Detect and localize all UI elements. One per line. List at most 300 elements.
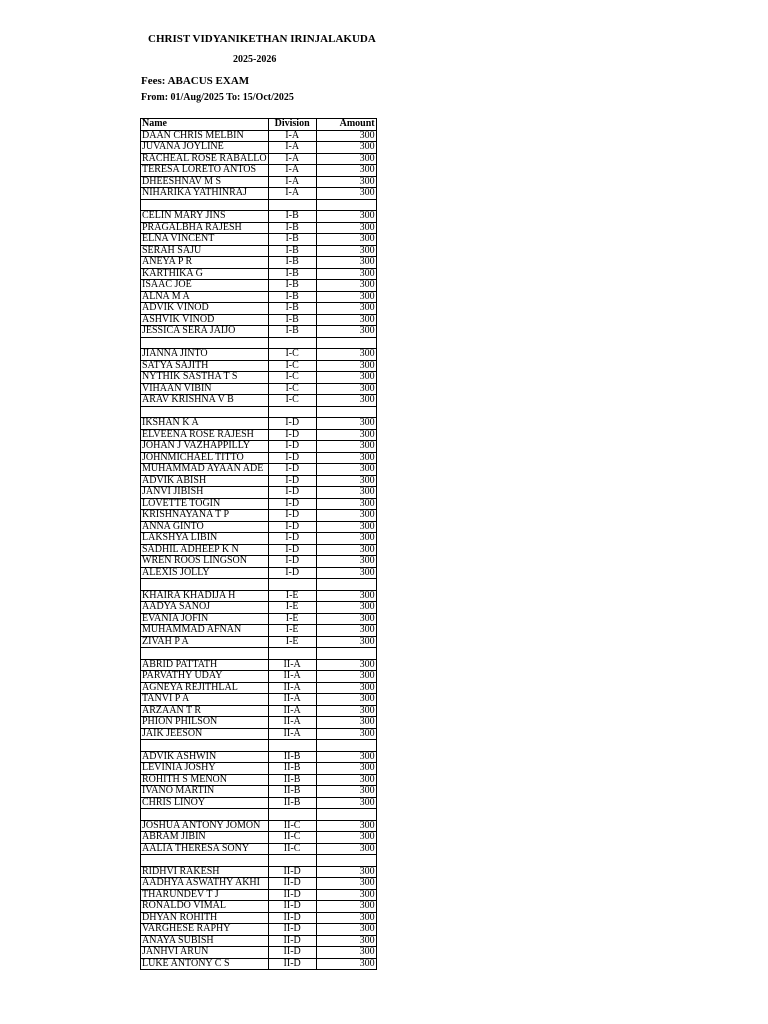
cell-division: II-A	[268, 682, 316, 694]
cell-division: I-E	[268, 625, 316, 637]
cell-amount: 300	[316, 625, 376, 637]
table-row	[141, 958, 377, 970]
column-header-amount: Amount	[316, 119, 376, 131]
cell-amount: 300	[316, 544, 376, 556]
cell-name: RONALDO VIMAL	[141, 901, 269, 913]
table-spacer-row	[141, 579, 377, 591]
table-row	[141, 786, 377, 798]
table-row	[141, 625, 377, 637]
cell-name: ANEYA P R	[141, 257, 269, 269]
cell-name: PARVATHY UDAY	[141, 671, 269, 683]
cell-amount: 300	[316, 924, 376, 936]
table-row	[141, 843, 377, 855]
cell-division: I-D	[268, 418, 316, 430]
cell-amount: 300	[316, 245, 376, 257]
cell-division: I-E	[268, 590, 316, 602]
cell-division: I-D	[268, 498, 316, 510]
table-row	[141, 464, 377, 476]
cell-division: II-C	[268, 820, 316, 832]
cell-amount: 300	[316, 257, 376, 269]
cell-amount: 300	[316, 935, 376, 947]
cell-name: AGNEYA REJITHLAL	[141, 682, 269, 694]
cell-division: I-B	[268, 245, 316, 257]
cell-amount: 300	[316, 947, 376, 959]
cell-division: II-D	[268, 924, 316, 936]
cell-division: I-B	[268, 303, 316, 315]
cell-name: ALNA M A	[141, 291, 269, 303]
school-name: CHRIST VIDYANIKETHAN IRINJALAKUDA	[148, 33, 376, 45]
table-row	[141, 452, 377, 464]
cell-division: II-A	[268, 659, 316, 671]
cell-name: PRAGALBHA RAJESH	[141, 222, 269, 234]
cell-division	[268, 337, 316, 349]
cell-name: LAKSHYA LIBIN	[141, 533, 269, 545]
cell-name: ASHVIK VINOD	[141, 314, 269, 326]
table-row	[141, 556, 377, 568]
table-spacer-row	[141, 809, 377, 821]
cell-amount: 300	[316, 165, 376, 177]
cell-name: JOHNMICHAEL TITTO	[141, 452, 269, 464]
column-header-division: Division	[268, 119, 316, 131]
table-row	[141, 372, 377, 384]
cell-division: I-B	[268, 280, 316, 292]
cell-amount: 300	[316, 383, 376, 395]
cell-name: TANVI P A	[141, 694, 269, 706]
cell-division: II-D	[268, 889, 316, 901]
cell-name: ADVIK VINOD	[141, 303, 269, 315]
cell-name	[141, 855, 269, 867]
cell-amount: 300	[316, 786, 376, 798]
cell-amount: 300	[316, 464, 376, 476]
cell-amount: 300	[316, 452, 376, 464]
cell-name: DAAN CHRIS MELBIN	[141, 130, 269, 142]
cell-amount	[316, 648, 376, 660]
cell-amount	[316, 579, 376, 591]
table-row	[141, 487, 377, 499]
cell-amount: 300	[316, 498, 376, 510]
table-row	[141, 659, 377, 671]
academic-year: 2025-2026	[233, 54, 277, 65]
cell-name: JESSICA SERA JAIJO	[141, 326, 269, 338]
cell-division: I-B	[268, 234, 316, 246]
cell-name: DHEESHNAV M S	[141, 176, 269, 188]
cell-amount: 300	[316, 751, 376, 763]
table-spacer-row	[141, 406, 377, 418]
cell-amount: 300	[316, 130, 376, 142]
table-row	[141, 349, 377, 361]
cell-name: ZIVAH P A	[141, 636, 269, 648]
cell-name: JANVI JIBISH	[141, 487, 269, 499]
table-row	[141, 429, 377, 441]
table-row	[141, 280, 377, 292]
cell-division	[268, 740, 316, 752]
cell-division: II-B	[268, 786, 316, 798]
table-row	[141, 234, 377, 246]
cell-name: JAIK JEESON	[141, 728, 269, 740]
cell-amount: 300	[316, 314, 376, 326]
cell-amount: 300	[316, 176, 376, 188]
table-row	[141, 820, 377, 832]
cell-name: MUHAMMAD AFNAN	[141, 625, 269, 637]
cell-division: I-D	[268, 567, 316, 579]
table-row	[141, 901, 377, 913]
cell-amount: 300	[316, 659, 376, 671]
cell-amount: 300	[316, 211, 376, 223]
cell-division: I-B	[268, 211, 316, 223]
cell-name: JANHVI ARUN	[141, 947, 269, 959]
cell-name: ARAV KRISHNA V B	[141, 395, 269, 407]
table-row	[141, 475, 377, 487]
fees-title: Fees: ABACUS EXAM	[141, 75, 250, 87]
cell-division: II-D	[268, 878, 316, 890]
cell-name: ANAYA SUBISH	[141, 935, 269, 947]
table-row	[141, 889, 377, 901]
cell-name: JOHAN J VAZHAPPILLY	[141, 441, 269, 453]
cell-amount: 300	[316, 843, 376, 855]
cell-division: I-C	[268, 372, 316, 384]
table-row	[141, 418, 377, 430]
table-row	[141, 763, 377, 775]
cell-division: I-D	[268, 544, 316, 556]
cell-division: II-A	[268, 705, 316, 717]
cell-amount: 300	[316, 326, 376, 338]
table-row	[141, 188, 377, 200]
cell-division: I-C	[268, 349, 316, 361]
cell-name: ABRID PATTATH	[141, 659, 269, 671]
cell-division: I-B	[268, 222, 316, 234]
table-row	[141, 947, 377, 959]
cell-amount: 300	[316, 682, 376, 694]
cell-amount: 300	[316, 268, 376, 280]
cell-amount: 300	[316, 613, 376, 625]
cell-division: I-A	[268, 176, 316, 188]
cell-amount: 300	[316, 521, 376, 533]
cell-division: I-D	[268, 556, 316, 568]
cell-name: ADVIK ABISH	[141, 475, 269, 487]
table-row	[141, 291, 377, 303]
cell-division: II-A	[268, 694, 316, 706]
cell-amount: 300	[316, 533, 376, 545]
cell-name: JUVANA JOYLINE	[141, 142, 269, 154]
cell-name: PHION PHILSON	[141, 717, 269, 729]
table-row	[141, 498, 377, 510]
cell-division: II-B	[268, 774, 316, 786]
table-row	[141, 935, 377, 947]
cell-division: II-D	[268, 866, 316, 878]
table-row	[141, 682, 377, 694]
cell-division: I-B	[268, 314, 316, 326]
cell-amount: 300	[316, 889, 376, 901]
cell-name: SATYA SAJITH	[141, 360, 269, 372]
cell-division: I-D	[268, 429, 316, 441]
cell-amount: 300	[316, 728, 376, 740]
cell-name: KRISHNAYANA T P	[141, 510, 269, 522]
table-row	[141, 303, 377, 315]
table-row	[141, 671, 377, 683]
cell-name: KHAIRA KHADIJA H	[141, 590, 269, 602]
cell-name	[141, 648, 269, 660]
cell-division	[268, 406, 316, 418]
cell-division: I-C	[268, 360, 316, 372]
table-row	[141, 130, 377, 142]
table-row	[141, 602, 377, 614]
cell-name	[141, 740, 269, 752]
table-row	[141, 866, 377, 878]
cell-amount: 300	[316, 958, 376, 970]
cell-division: II-D	[268, 901, 316, 913]
table-row	[141, 912, 377, 924]
cell-name: NIHARIKA YATHINRAJ	[141, 188, 269, 200]
table-row	[141, 774, 377, 786]
cell-division: I-B	[268, 291, 316, 303]
cell-division: II-B	[268, 751, 316, 763]
cell-amount: 300	[316, 429, 376, 441]
table-row	[141, 832, 377, 844]
cell-name: AADHYA ASWATHY AKHI	[141, 878, 269, 890]
date-range: From: 01/Aug/2025 To: 15/Oct/2025	[141, 92, 294, 103]
cell-name	[141, 809, 269, 821]
cell-division: I-D	[268, 521, 316, 533]
cell-name: JOSHUA ANTONY JOMON	[141, 820, 269, 832]
cell-amount: 300	[316, 395, 376, 407]
cell-division: I-B	[268, 268, 316, 280]
cell-amount: 300	[316, 912, 376, 924]
cell-division: I-D	[268, 441, 316, 453]
cell-division: II-A	[268, 717, 316, 729]
cell-division: I-A	[268, 188, 316, 200]
table-row	[141, 257, 377, 269]
cell-name: ELNA VINCENT	[141, 234, 269, 246]
table-row	[141, 636, 377, 648]
table-row	[141, 314, 377, 326]
table-row	[141, 245, 377, 257]
cell-name: ROHITH S MENON	[141, 774, 269, 786]
table-spacer-row	[141, 855, 377, 867]
cell-amount	[316, 337, 376, 349]
table-row	[141, 705, 377, 717]
cell-amount	[316, 406, 376, 418]
cell-name	[141, 406, 269, 418]
cell-amount: 300	[316, 671, 376, 683]
cell-division: I-C	[268, 383, 316, 395]
cell-amount: 300	[316, 222, 376, 234]
cell-amount: 300	[316, 556, 376, 568]
table-row	[141, 878, 377, 890]
cell-name: MUHAMMAD AYAAN ADE	[141, 464, 269, 476]
table-row	[141, 533, 377, 545]
table-row	[141, 751, 377, 763]
table-row	[141, 510, 377, 522]
table-row	[141, 613, 377, 625]
table-row	[141, 165, 377, 177]
cell-amount: 300	[316, 188, 376, 200]
cell-name: RACHEAL ROSE RABALLO	[142, 153, 267, 164]
table-row	[141, 268, 377, 280]
table-row	[141, 728, 377, 740]
table-spacer-row	[141, 337, 377, 349]
cell-division: I-B	[268, 257, 316, 269]
cell-amount: 300	[316, 590, 376, 602]
cell-name	[141, 337, 269, 349]
table-row	[141, 142, 377, 154]
table-row	[141, 717, 377, 729]
cell-name: CELIN MARY JINS	[141, 211, 269, 223]
cell-amount: 300	[316, 441, 376, 453]
cell-division: I-D	[268, 464, 316, 476]
cell-amount: 300	[316, 866, 376, 878]
cell-name: LEVINIA JOSHY	[141, 763, 269, 775]
cell-amount: 300	[316, 774, 376, 786]
cell-name: ADVIK ASHWIN	[141, 751, 269, 763]
table-row	[141, 567, 377, 579]
cell-name: LUKE ANTONY C S	[141, 958, 269, 970]
table-row	[141, 176, 377, 188]
cell-division: I-E	[268, 602, 316, 614]
table-spacer-row	[141, 199, 377, 211]
cell-amount: 300	[316, 153, 376, 165]
cell-name: ALEXIS JOLLY	[141, 567, 269, 579]
table-row	[141, 395, 377, 407]
cell-name: IVANO MARTIN	[141, 786, 269, 798]
cell-amount: 300	[316, 418, 376, 430]
cell-division: II-C	[268, 843, 316, 855]
cell-division: II-A	[268, 671, 316, 683]
cell-division: II-B	[268, 797, 316, 809]
cell-division	[268, 809, 316, 821]
cell-division	[268, 199, 316, 211]
table-row	[141, 153, 377, 165]
cell-amount	[316, 199, 376, 211]
cell-name: TERESA LORETO ANTOS	[141, 165, 269, 177]
cell-name: THARUNDEV T J	[141, 889, 269, 901]
cell-division: I-B	[268, 326, 316, 338]
table-row	[141, 326, 377, 338]
cell-amount: 300	[316, 820, 376, 832]
cell-amount: 300	[316, 832, 376, 844]
table-row	[141, 797, 377, 809]
cell-name: EVANIA JOFIN	[141, 613, 269, 625]
cell-name: NYTHIK SASTHA T S	[141, 372, 269, 384]
cell-amount: 300	[316, 142, 376, 154]
table-row	[141, 694, 377, 706]
table-row	[141, 441, 377, 453]
cell-amount: 300	[316, 487, 376, 499]
table-row	[141, 521, 377, 533]
cell-division	[268, 579, 316, 591]
cell-name: ELVEENA ROSE RAJESH	[141, 429, 269, 441]
table-row	[141, 544, 377, 556]
cell-division: II-D	[268, 958, 316, 970]
cell-amount: 300	[316, 878, 376, 890]
cell-division: II-D	[268, 935, 316, 947]
cell-amount: 300	[316, 636, 376, 648]
cell-division: I-D	[268, 487, 316, 499]
cell-name: SERAH SAJU	[141, 245, 269, 257]
cell-name: VARGHESE RAPHY	[141, 924, 269, 936]
cell-name: IKSHAN K A	[141, 418, 269, 430]
table-row	[141, 222, 377, 234]
cell-name: ANNA GINTO	[141, 521, 269, 533]
cell-division: I-D	[268, 510, 316, 522]
table-header-row	[141, 119, 377, 131]
cell-division: I-D	[268, 452, 316, 464]
cell-amount: 300	[316, 360, 376, 372]
cell-name: JIANNA JINTO	[141, 349, 269, 361]
table-row	[141, 360, 377, 372]
cell-name	[141, 579, 269, 591]
cell-amount: 300	[316, 234, 376, 246]
cell-amount: 300	[316, 694, 376, 706]
cell-name	[141, 199, 269, 211]
cell-division: I-E	[268, 613, 316, 625]
cell-name: KARTHIKA G	[141, 268, 269, 280]
cell-name: VIHAAN VIBIN	[141, 383, 269, 395]
cell-name: RIDHVI RAKESH	[141, 866, 269, 878]
table-row	[141, 590, 377, 602]
cell-name: AADYA SANOJ	[141, 602, 269, 614]
table-spacer-row	[141, 648, 377, 660]
cell-division: II-C	[268, 832, 316, 844]
cell-name: ARZAAN T R	[141, 705, 269, 717]
cell-division: II-D	[268, 947, 316, 959]
column-header-name: Name	[141, 119, 269, 131]
cell-name: ABRAM JIBIN	[141, 832, 269, 844]
cell-division: I-A	[268, 165, 316, 177]
fees-table	[140, 118, 377, 970]
cell-amount: 300	[316, 602, 376, 614]
cell-amount: 300	[316, 303, 376, 315]
cell-amount: 300	[316, 717, 376, 729]
cell-name: DHYAN ROHITH	[141, 912, 269, 924]
cell-amount: 300	[316, 349, 376, 361]
cell-name: LOVETTE TOGIN	[141, 498, 269, 510]
cell-division	[268, 855, 316, 867]
cell-name: ISAAC JOE	[141, 280, 269, 292]
cell-name: WREN ROOS LINGSON	[141, 556, 269, 568]
cell-division: I-A	[268, 142, 316, 154]
cell-amount	[316, 740, 376, 752]
cell-division: I-E	[268, 636, 316, 648]
cell-amount: 300	[316, 567, 376, 579]
cell-division: I-C	[268, 395, 316, 407]
cell-amount: 300	[316, 763, 376, 775]
cell-amount: 300	[316, 280, 376, 292]
cell-division: II-A	[268, 728, 316, 740]
table-row	[141, 211, 377, 223]
cell-division	[268, 648, 316, 660]
cell-amount: 300	[316, 510, 376, 522]
cell-amount: 300	[316, 291, 376, 303]
cell-division: II-B	[268, 763, 316, 775]
cell-amount: 300	[316, 901, 376, 913]
cell-division: II-D	[268, 912, 316, 924]
cell-division: I-D	[268, 475, 316, 487]
cell-division: I-A	[268, 153, 316, 165]
cell-amount: 300	[316, 705, 376, 717]
cell-amount: 300	[316, 797, 376, 809]
table-row	[141, 924, 377, 936]
cell-name: SADHIL ADHEEP K N	[141, 544, 269, 556]
table-row	[141, 383, 377, 395]
cell-name: AALIA THERESA SONY	[141, 843, 269, 855]
cell-division: I-A	[268, 130, 316, 142]
cell-amount	[316, 809, 376, 821]
cell-amount: 300	[316, 372, 376, 384]
table-spacer-row	[141, 740, 377, 752]
cell-amount: 300	[316, 475, 376, 487]
cell-division: I-D	[268, 533, 316, 545]
cell-amount	[316, 855, 376, 867]
